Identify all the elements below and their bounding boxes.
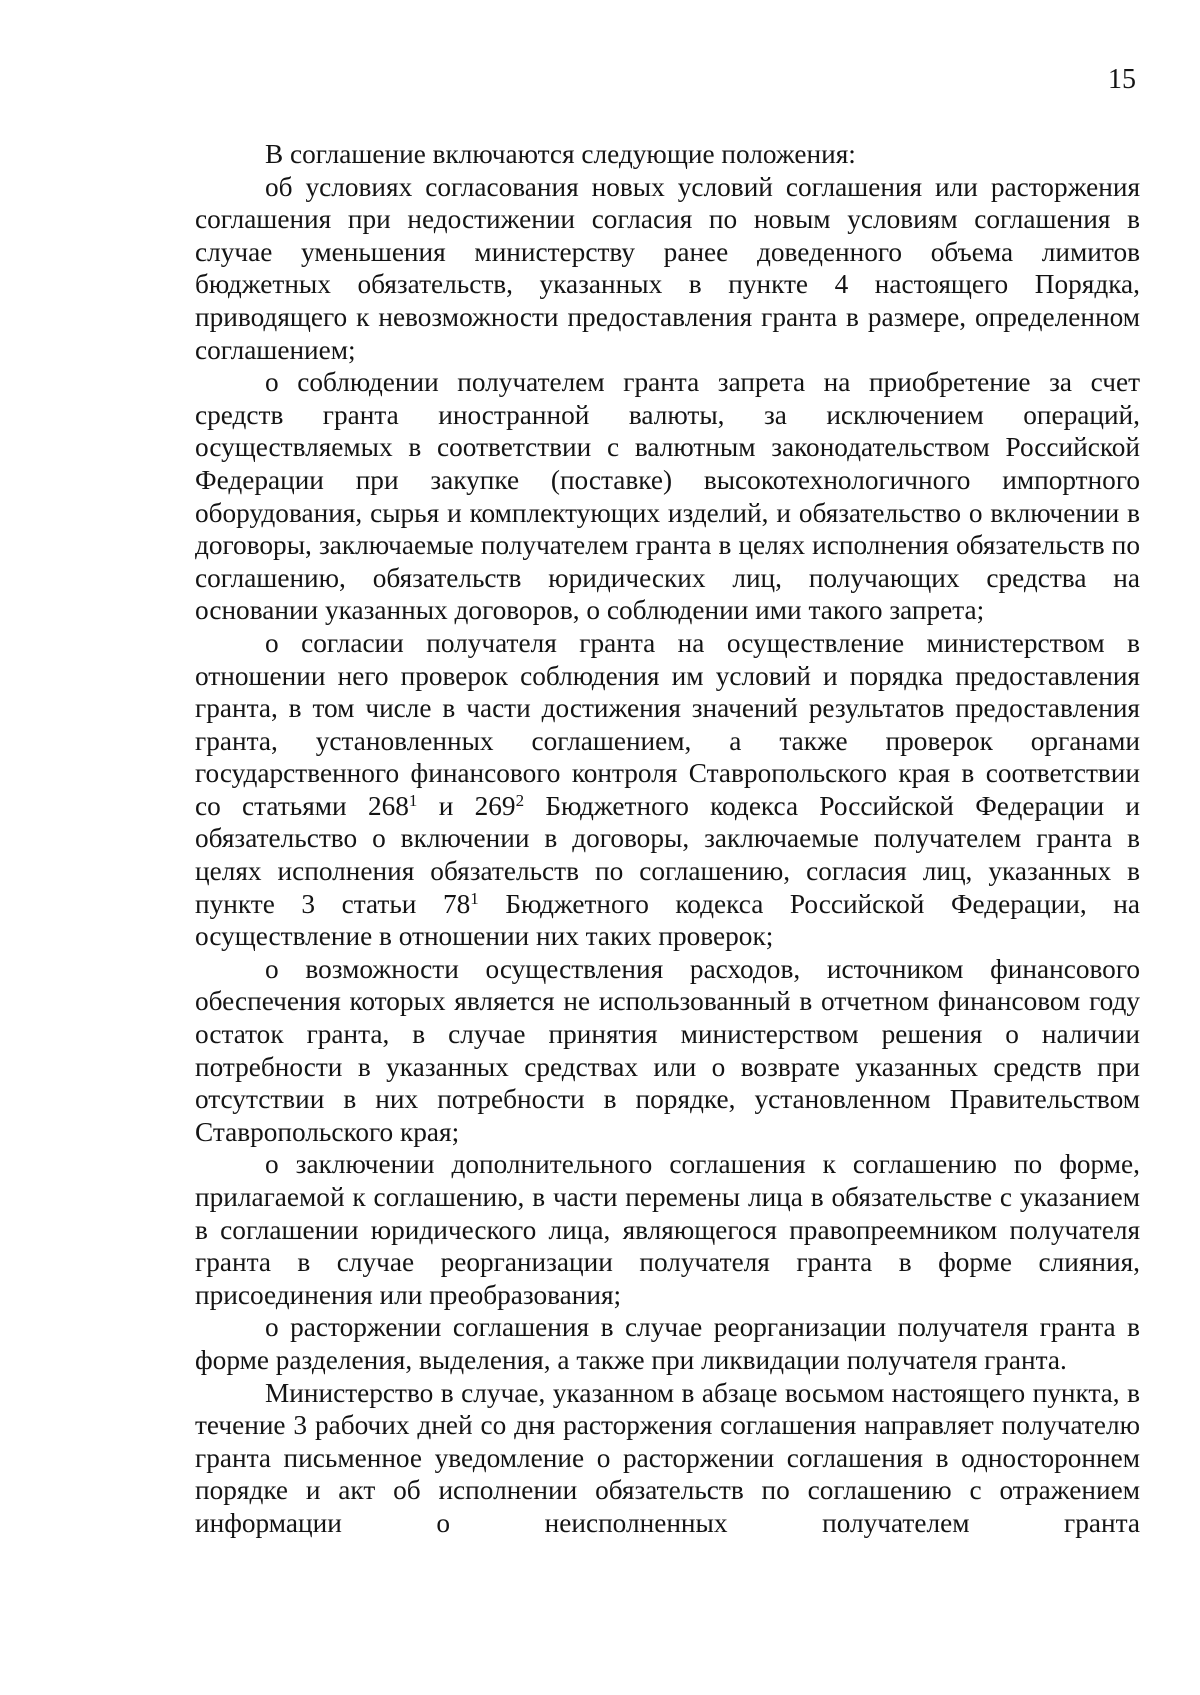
paragraph-text: о согласии получателя гранта на осуществление министерством в отношении него проверок соблюдения им условий и порядка предоставления гранта, в том числе в части достижения значений результатов предоставления гранта, установленных соглашением, а также проверок органами государственного финансового контроля Ставропольского края в соответствии со статьями 268 <box>195 627 1140 821</box>
paragraph-text: В соглашение включаются следующие положения: <box>265 139 856 169</box>
paragraph-text: об условиях согласования новых условий соглашения или расторжения соглашения при недостижении согласия по новым условиям соглашения в случае уменьшения министерству ранее доведенного объема лимитов бюджетных обязательств, указанных в пункте 4 настоящего Порядка, приводящего к невозможности предоставления гранта в размере, определенном соглашением; <box>195 171 1140 365</box>
paragraph-unused-balance <box>195 953 1140 1149</box>
paragraph-additional-agreement <box>195 1148 1140 1311</box>
superscript: 1 <box>408 790 418 810</box>
page-number: 15 <box>1108 64 1136 95</box>
paragraph-intro <box>195 138 1140 171</box>
paragraph-text: и 269 <box>417 790 516 821</box>
superscript: 2 <box>515 790 525 810</box>
paragraph-text: Министерство в случае, указанном в абзаце восьмом настоящего пункта, в течение 3 рабочих дней со дня расторжения соглашения направляет получателю гранта письменное уведомление о расторжении соглашения в одностороннем порядке и акт об исполнении обязательств по соглашению с отражением информации о неисполненных получателем гранта <box>195 1377 1140 1538</box>
paragraph-inspection-consent <box>195 627 1140 953</box>
paragraph-terms-change <box>195 171 1140 367</box>
paragraph-text: о соблюдении получателем гранта запрета на приобретение за счет средств гранта иностранной валюты, за исключением операций, осуществляемых в соответствии с валютным законодательством Российской Федерации при закупке (поставке) высокотехнологичного импортного оборудования, сырья и комплектующих изделий, и обязательство о включении в договоры, заключаемые получателем гранта в целях исполнения обязательств по соглашению, обязательств юридических лиц, получающих средства на основании указанных договоров, о соблюдении ими такого запрета; <box>195 367 1140 626</box>
paragraph-ministry-notice <box>195 1377 1140 1540</box>
paragraph-text: Бюджетного кодекса Российской Федерации и обязательство о включении в договоры, заключаемые получателем гранта в целях исполнения обязательств по соглашению, согласия лиц, указанных в пункте 3 статьи 78 <box>195 790 1141 919</box>
paragraph-text: о расторжении соглашения в случае реорганизации получателя гранта в форме разделения, выделения, а также при ликвидации получателя гранта. <box>195 1312 1140 1375</box>
paragraph-currency-ban <box>195 366 1140 627</box>
paragraph-text: о возможности осуществления расходов, источником финансового обеспечения которых является не использованный в отчетном финансовом году остаток гранта, в случае принятия министерством решения о наличии потребности в указанных средствах или о возврате указанных средств при отсутствии в них потребности в порядке, установленном Правительством Ставропольского края; <box>195 953 1140 1147</box>
document-body <box>195 138 1140 1540</box>
paragraph-termination <box>195 1311 1140 1376</box>
paragraph-text: о заключении дополнительного соглашения к соглашению по форме, прилагаемой к соглашению, в части перемены лица в обязательстве с указанием в соглашении юридического лица, являющегося правопреемником получателя гранта в случае реорганизации получателя гранта в форме слияния, присоединения или преобразования; <box>195 1149 1140 1310</box>
superscript: 1 <box>470 888 479 908</box>
paragraph-text: Бюджетного кодекса Российской Федерации, на осуществление в отношении них таких проверок; <box>195 888 1141 952</box>
